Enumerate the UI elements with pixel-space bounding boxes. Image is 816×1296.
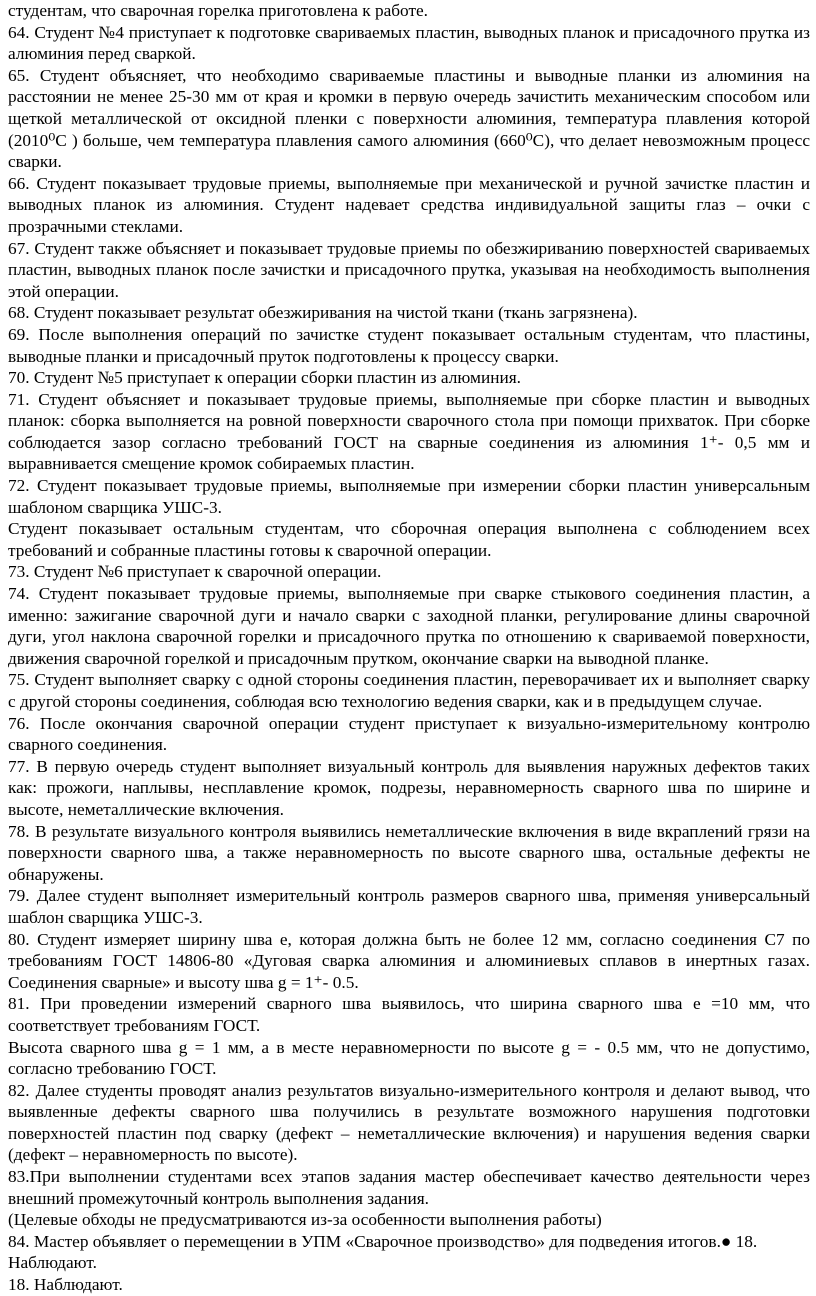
paragraph-74: 74. Студент показывает трудовые приемы, выполняемые при сварке стыкового соединения пластин, а именно: зажигание сварочной дуги и начало сварки с заходной планки, регулирование длины сварочной дуги, угол наклона сварочной горелки и присадочного прутка по отношению к свариваемой поверхности, движения сварочной горелкой и присадочным прутком, окончание сварки на выводной планке. (8, 584, 810, 668)
paragraph-72-continued: Студент показывает остальным студентам, что сборочная операция выполнена с соблюдением всех требований и собранные пластины готовы к сварочной операции. (8, 519, 810, 560)
paragraph-18-observe: 18. Наблюдают. (8, 1275, 123, 1295)
paragraph-81-continued: Высота сварного шва g = 1 мм, а в месте неравномерности по высоте g = - 0.5 мм, что не допустимо, согласно требованию ГОСТ. (8, 1037, 810, 1079)
paragraph-71: 71. Студент объясняет и показывает трудовые приемы, выполняемые при сборке пластин и выводных планок: сборка выполняется на ровной поверхности сварочного стола при помощи прихваток. При сборке соблюдается зазор согласно требований ГОСТ на сварные соединения из алюминия 1⁺- 0,5 мм и выравнивается смещение кромок собираемых пластин. (8, 389, 810, 474)
paragraph-73: 73. Студент №6 приступает к сварочной операции. (8, 562, 382, 582)
paragraph-68: 68. Студент показывает результат обезжиривания на чистой ткани (ткань загрязнена). (8, 303, 638, 323)
paragraph-84: 84. Мастер объявляет о перемещении в УПМ «Сварочное производство» для подведения итогов.● 18. Наблюдают. (8, 1231, 758, 1273)
paragraph-63-end: студентам, что сварочная горелка приготовлена к работе. (8, 1, 428, 20)
paragraph-80: 80. Студент измеряет ширину шва е, которая должна быть не более 12 мм, согласно соединения С7 по требованиям ГОСТ 14806-80 «Дуговая сварка алюминия и алюминиевых сплавов в инертных газах. Соединения сварные» и высоту шва g = 1⁺- 0.5. (8, 929, 810, 992)
paragraph-67: 67. Студент также объясняет и показывает трудовые приемы по обезжириванию поверхностей свариваемых пластин, выводных планок после зачистки и присадочного прутка, указывая на необходимость выполнения этой операции. (8, 238, 810, 301)
paragraph-77: 77. В первую очередь студент выполняет визуальный контроль для выявления наружных дефектов таких как: прожоги, наплывы, несплавление кромок, подрезы, неравномерность сварного шва по ширине и высоте, неметаллические включения. (8, 756, 810, 819)
document-body (8, 0, 810, 1296)
paragraph-65: 65. Студент объясняет, что необходимо свариваемые пластины и выводные планки из алюминия на расстоянии не менее 25-30 мм от края и кромки в первую очередь зачистить механическим способом или щеткой металлической от оксидной пленки с поверхности алюминия, температура плавления которой (2010⁰С ) больше, чем температура плавления самого алюминия (660⁰С), что делает невозможным процесс сварки. (8, 65, 810, 172)
paragraph-70: 70. Студент №5 приступает к операции сборки пластин из алюминия. (8, 368, 521, 388)
paragraph-72: 72. Студент показывает трудовые приемы, выполняемые при измерении сборки пластин универсальным шаблоном сварщика УШС-3. (8, 476, 810, 517)
paragraph-83: 83.При выполнении студентами всех этапов задания мастер обеспечивает качество деятельности через внешний промежуточный контроль выполнения задания. (8, 1167, 810, 1208)
paragraph-69: 69. После выполнения операций по зачистке студент показывает остальным студентам, что пластины, выводные планки и присадочный пруток подготовлены к процессу сварки. (8, 324, 810, 366)
paragraph-79: 79. Далее студент выполняет измерительный контроль размеров сварного шва, применяя универсальный шаблон сварщика УШС-3. (8, 886, 810, 927)
paragraph-76: 76. После окончания сварочной операции студент приступает к визуально-измерительному контролю сварного соединения. (8, 713, 810, 755)
paragraph-64: 64. Студент №4 приступает к подготовке свариваемых пластин, выводных планок и присадочного прутка из алюминия перед сваркой. (8, 22, 810, 64)
paragraph-82: 82. Далее студенты проводят анализ результатов визуально-измерительного контроля и делают вывод, что выявленные дефекты сварного шва получились в результате возможного нарушения подготовки поверхностей пластин под сварку (дефект – неметаллические включения) и нарушения ведения сварки (дефект – неравномерность по высоте). (8, 1080, 810, 1165)
paragraph-66: 66. Студент показывает трудовые приемы, выполняемые при механической и ручной зачистке пластин и выводных планок из алюминия. Студент надевает средства индивидуальной защиты глаз – очки с прозрачными стеклами. (8, 173, 810, 236)
paragraph-78: 78. В результате визуального контроля выявились неметаллические включения в виде вкраплений грязи на поверхности сварного шва, а также неравномерность по высоте сварного шва, остальные дефекты не обнаружены. (8, 821, 810, 884)
paragraph-83-note: (Целевые обходы не предусматриваются из-за особенности выполнения работы) (8, 1210, 602, 1230)
paragraph-75: 75. Студент выполняет сварку с одной стороны соединения пластин, переворачивает их и выполняет сварку с другой стороны соединения, соблюдая всю технологию ведения сварки, как и в предыдущем случае. (8, 670, 810, 711)
paragraph-81: 81. При проведении измерений сварного шва выявилось, что ширина сварного шва е =10 мм, что соответствует требованиям ГОСТ. (8, 994, 810, 1035)
